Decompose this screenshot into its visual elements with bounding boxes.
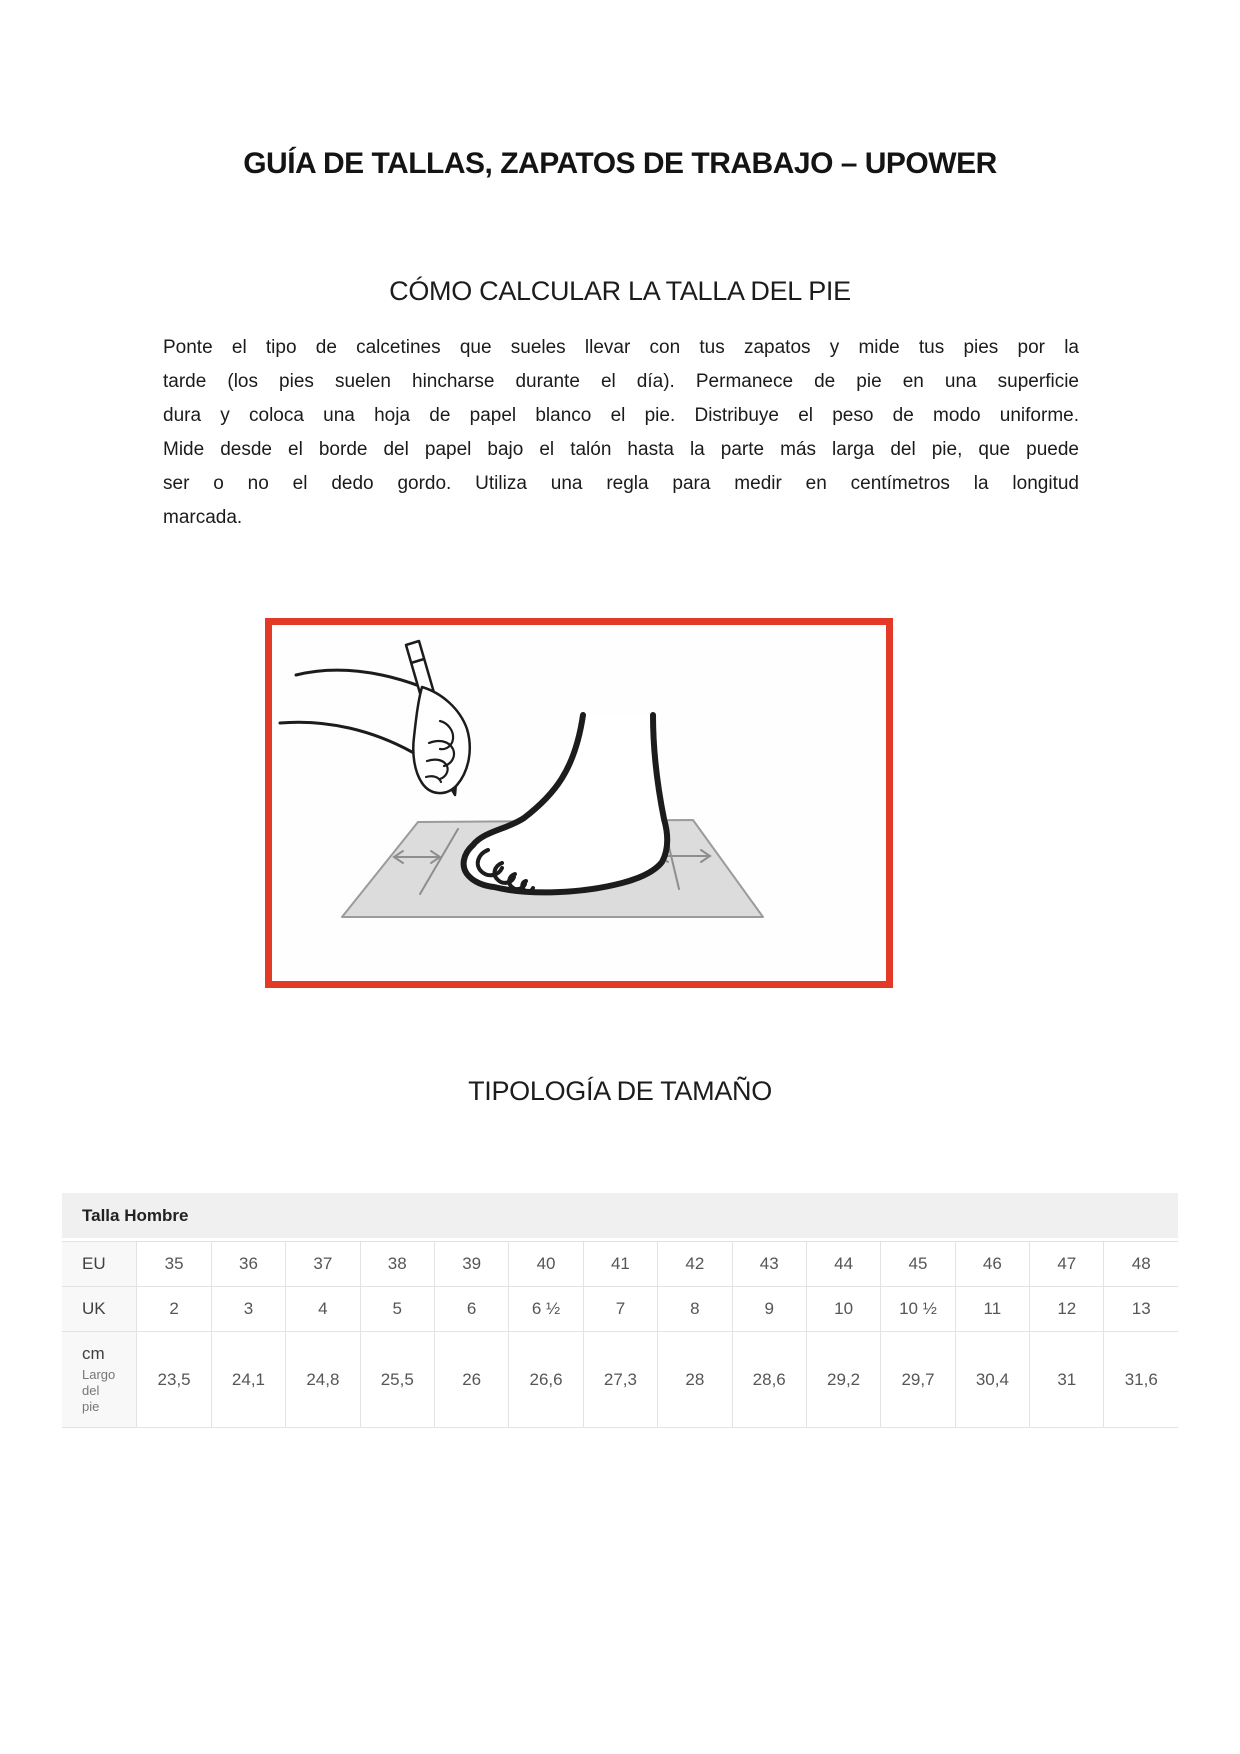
size-row-sublabel: Largo del pie bbox=[82, 1367, 116, 1414]
page-title: GUÍA DE TALLAS, ZAPATOS DE TRABAJO – UPOWER bbox=[243, 147, 997, 180]
size-cell: 41 bbox=[583, 1241, 657, 1287]
size-cell: 9 bbox=[732, 1287, 806, 1332]
size-row-eu bbox=[62, 1241, 1178, 1287]
foot-silhouette bbox=[464, 715, 668, 892]
size-row-uk bbox=[62, 1287, 1178, 1332]
size-row-label: UK bbox=[62, 1287, 136, 1332]
size-cell: 39 bbox=[434, 1241, 508, 1287]
size-cell: 42 bbox=[657, 1241, 731, 1287]
size-cell: 36 bbox=[211, 1241, 285, 1287]
size-cell: 29,2 bbox=[806, 1332, 880, 1428]
size-cell: 10 ½ bbox=[880, 1287, 954, 1332]
size-row-label: EU bbox=[62, 1241, 136, 1287]
size-cell: 2 bbox=[136, 1287, 210, 1332]
size-cell: 43 bbox=[732, 1241, 806, 1287]
size-cell: 46 bbox=[955, 1241, 1029, 1287]
size-table bbox=[62, 1193, 1178, 1428]
section-heading-how-to: CÓMO CALCULAR LA TALLA DEL PIE bbox=[389, 276, 851, 306]
size-cell: 13 bbox=[1103, 1287, 1178, 1332]
size-cell: 31 bbox=[1029, 1332, 1103, 1428]
size-cell: 24,8 bbox=[285, 1332, 359, 1428]
size-cell: 25,5 bbox=[360, 1332, 434, 1428]
size-cell: 12 bbox=[1029, 1287, 1103, 1332]
size-cell: 35 bbox=[136, 1241, 210, 1287]
size-cell: 45 bbox=[880, 1241, 954, 1287]
size-cell: 40 bbox=[508, 1241, 582, 1287]
foot-measuring-illustration bbox=[272, 625, 886, 981]
size-table-title: Talla Hombre bbox=[62, 1193, 1178, 1241]
size-cell: 24,1 bbox=[211, 1332, 285, 1428]
hand bbox=[413, 687, 469, 793]
size-cell: 27,3 bbox=[583, 1332, 657, 1428]
size-cell: 48 bbox=[1103, 1241, 1178, 1287]
size-cell: 8 bbox=[657, 1287, 731, 1332]
size-row-cm bbox=[62, 1332, 1178, 1428]
size-cell: 44 bbox=[806, 1241, 880, 1287]
size-row-label: cm Largo del pie bbox=[62, 1332, 136, 1428]
size-cell: 4 bbox=[285, 1287, 359, 1332]
size-cell: 6 ½ bbox=[508, 1287, 582, 1332]
arm-lines bbox=[280, 670, 422, 752]
size-cell: 23,5 bbox=[136, 1332, 210, 1428]
paragraph-line: Ponte el tipo de calcetines que sueles llevar con tus zapatos y mide tus pies por la bbox=[163, 337, 1079, 358]
size-cell: 7 bbox=[583, 1287, 657, 1332]
paragraph-line: tarde (los pies suelen hincharse durante el día). Permanece de pie en una superficie bbox=[163, 371, 1079, 392]
section-heading-typology: TIPOLOGÍA DE TAMAÑO bbox=[468, 1076, 772, 1106]
size-cell: 37 bbox=[285, 1241, 359, 1287]
paragraph-line: Mide desde el borde del papel bajo el talón hasta la parte más larga del pie, que puede bbox=[163, 439, 1079, 460]
size-cell: 31,6 bbox=[1103, 1332, 1178, 1428]
size-cell: 5 bbox=[360, 1287, 434, 1332]
paragraph-line: ser o no el dedo gordo. Utiliza una regla para medir en centímetros la longitud bbox=[163, 473, 1079, 494]
paragraph-line: dura y coloca una hoja de papel blanco el pie. Distribuye el peso de modo uniforme. bbox=[163, 405, 1079, 426]
paragraph-line: marcada. bbox=[163, 507, 243, 528]
size-cell: 47 bbox=[1029, 1241, 1103, 1287]
size-cell: 30,4 bbox=[955, 1332, 1029, 1428]
size-cell: 29,7 bbox=[880, 1332, 954, 1428]
size-cell: 28,6 bbox=[732, 1332, 806, 1428]
size-cell: 26 bbox=[434, 1332, 508, 1428]
size-cell: 26,6 bbox=[508, 1332, 582, 1428]
size-cell: 3 bbox=[211, 1287, 285, 1332]
size-cell: 10 bbox=[806, 1287, 880, 1332]
size-cell: 38 bbox=[360, 1241, 434, 1287]
foot-measuring-figure bbox=[265, 618, 893, 988]
size-table-header-row bbox=[62, 1193, 1178, 1241]
size-cell: 28 bbox=[657, 1332, 731, 1428]
size-cell: 11 bbox=[955, 1287, 1029, 1332]
size-cell: 6 bbox=[434, 1287, 508, 1332]
intro-paragraph bbox=[163, 331, 1079, 535]
